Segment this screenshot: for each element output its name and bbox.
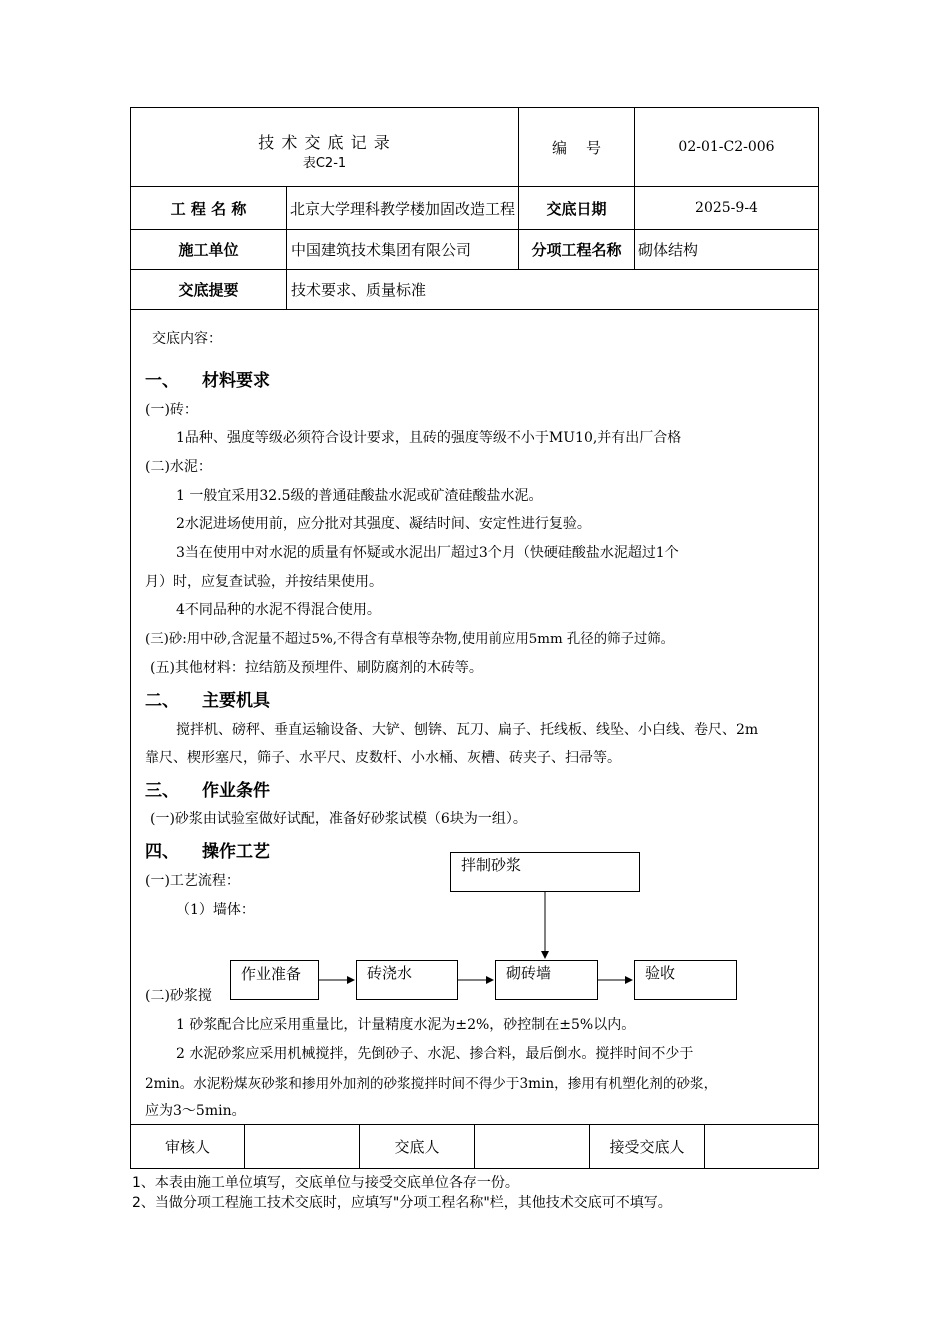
paragraph: 4不同品种的水泥不得混合使用。 <box>176 602 381 618</box>
paragraph: (二)砂浆搅 <box>145 988 212 1004</box>
section-title: 操作工艺 <box>202 842 270 862</box>
summary-value: 技术要求、质量标准 <box>291 281 427 299</box>
paragraph: （1）墙体： <box>176 902 255 918</box>
section-title: 主要机具 <box>202 691 270 711</box>
date-value: 2025-9-4 <box>695 200 758 216</box>
paragraph: 1 一般宜采用32.5级的普通硅酸盐水泥或矿渣硅酸盐水泥。 <box>176 488 543 504</box>
reviewer-signature-field[interactable] <box>245 1125 359 1168</box>
paragraph: 2 水泥砂浆应采用机械搅拌，先倒砂子、水泥、掺合料，最后倒水。搅拌时间不少于 <box>176 1046 694 1062</box>
paragraph: (一)工艺流程： <box>145 873 240 889</box>
section-number: 三、 <box>145 781 179 801</box>
flow-box-lay-brick: 砌砖墙 <box>495 960 598 1000</box>
footnote: 1、本表由施工单位填写，交底单位与接受交底单位各存一份。 <box>132 1175 519 1191</box>
contractor-label: 施工单位 <box>178 241 239 259</box>
discloser-signature-field[interactable] <box>475 1125 589 1168</box>
project-name-label: 工 程 名 称 <box>170 199 247 218</box>
paragraph: 月）时，应复查试验，并按结果使用。 <box>145 574 383 590</box>
form-code: 表C2-1 <box>302 156 347 171</box>
section-heading <box>145 686 270 711</box>
flow-box-preparation: 作业准备 <box>230 960 319 1000</box>
form-title: 技 术 交 底 记 录 <box>258 133 391 152</box>
paragraph: 1 砂浆配合比应采用重量比，计量精度水泥为±2%，砂控制在±5%以内。 <box>176 1017 636 1033</box>
discloser-label: 交底人 <box>394 1138 440 1156</box>
subproject-label: 分项工程名称 <box>531 241 622 259</box>
flow-box-mix-mortar: 拌制砂浆 <box>450 852 640 892</box>
paragraph: (一)砖： <box>145 402 198 418</box>
paragraph: (五)其他材料：拉结筋及预埋件、刷防腐剂的木砖等。 <box>150 660 483 676</box>
content-intro: 交底内容： <box>152 331 222 347</box>
paragraph: (一)砂浆由试验室做好试配，准备好砂浆试模（6块为一组）。 <box>150 811 527 827</box>
paragraph: 搅拌机、磅秤、垂直运输设备、大铲、刨锛、瓦刀、扁子、托线板、线坠、小白线、卷尺、2m <box>176 722 759 738</box>
subproject-value: 砌体结构 <box>638 241 699 259</box>
paragraph: 靠尺、楔形塞尺，筛子、水平尺、皮数杆、小水桶、灰槽、砖夹子、扫帚等。 <box>145 750 621 766</box>
section-number: 四、 <box>145 842 179 862</box>
summary-label: 交底提要 <box>178 281 239 299</box>
paragraph: 1品种、强度等级必须符合设计要求，且砖的强度等级不小于MU10,并有出厂合格 <box>176 430 682 446</box>
paragraph: 2水泥进场使用前，应分批对其强度、凝结时间、安定性进行复验。 <box>176 516 591 532</box>
date-label: 交底日期 <box>546 199 607 218</box>
section-number: 二、 <box>145 691 179 711</box>
number-value: 02-01-C2-006 <box>678 139 775 155</box>
number-label: 编 号 <box>551 138 602 157</box>
section-heading <box>145 366 270 391</box>
section-heading <box>145 837 270 862</box>
section-heading <box>145 776 270 801</box>
section-number: 一、 <box>145 371 179 391</box>
flow-box-water-brick: 砖浇水 <box>356 960 458 1000</box>
frame-right <box>818 107 819 1169</box>
rule <box>286 186 287 310</box>
section-title: 作业条件 <box>202 781 270 801</box>
section-title: 材料要求 <box>202 371 270 391</box>
contractor-value: 中国建筑技术集团有限公司 <box>291 241 472 259</box>
receiver-label: 接受交底人 <box>609 1138 685 1156</box>
rule <box>130 309 819 310</box>
footnote: 2、当做分项工程施工技术交底时，应填写"分项工程名称"栏，其他技术交底可不填写。 <box>132 1195 672 1211</box>
paragraph: 应为3～5min。 <box>145 1103 246 1119</box>
paragraph: (三)砂:用中砂,含泥量不超过5%,不得含有草根等杂物,使用前应用5mm 孔径的筛子过筛。 <box>145 632 675 647</box>
flow-box-acceptance: 验收 <box>634 960 737 1000</box>
paragraph: 3当在使用中对水泥的质量有怀疑或水泥出厂超过3个月（快硬硅酸盐水泥超过1个 <box>176 545 679 561</box>
project-name-value: 北京大学理科教学楼加固改造工程 <box>290 199 516 218</box>
paragraph: (二)水泥： <box>145 459 212 475</box>
receiver-signature-field[interactable] <box>705 1125 818 1168</box>
paragraph: 2min。水泥粉煤灰砂浆和掺用外加剂的砂浆搅拌时间不得少于3min，掺用有机塑化剂的砂浆， <box>145 1076 718 1092</box>
reviewer-label: 审核人 <box>164 1138 210 1156</box>
